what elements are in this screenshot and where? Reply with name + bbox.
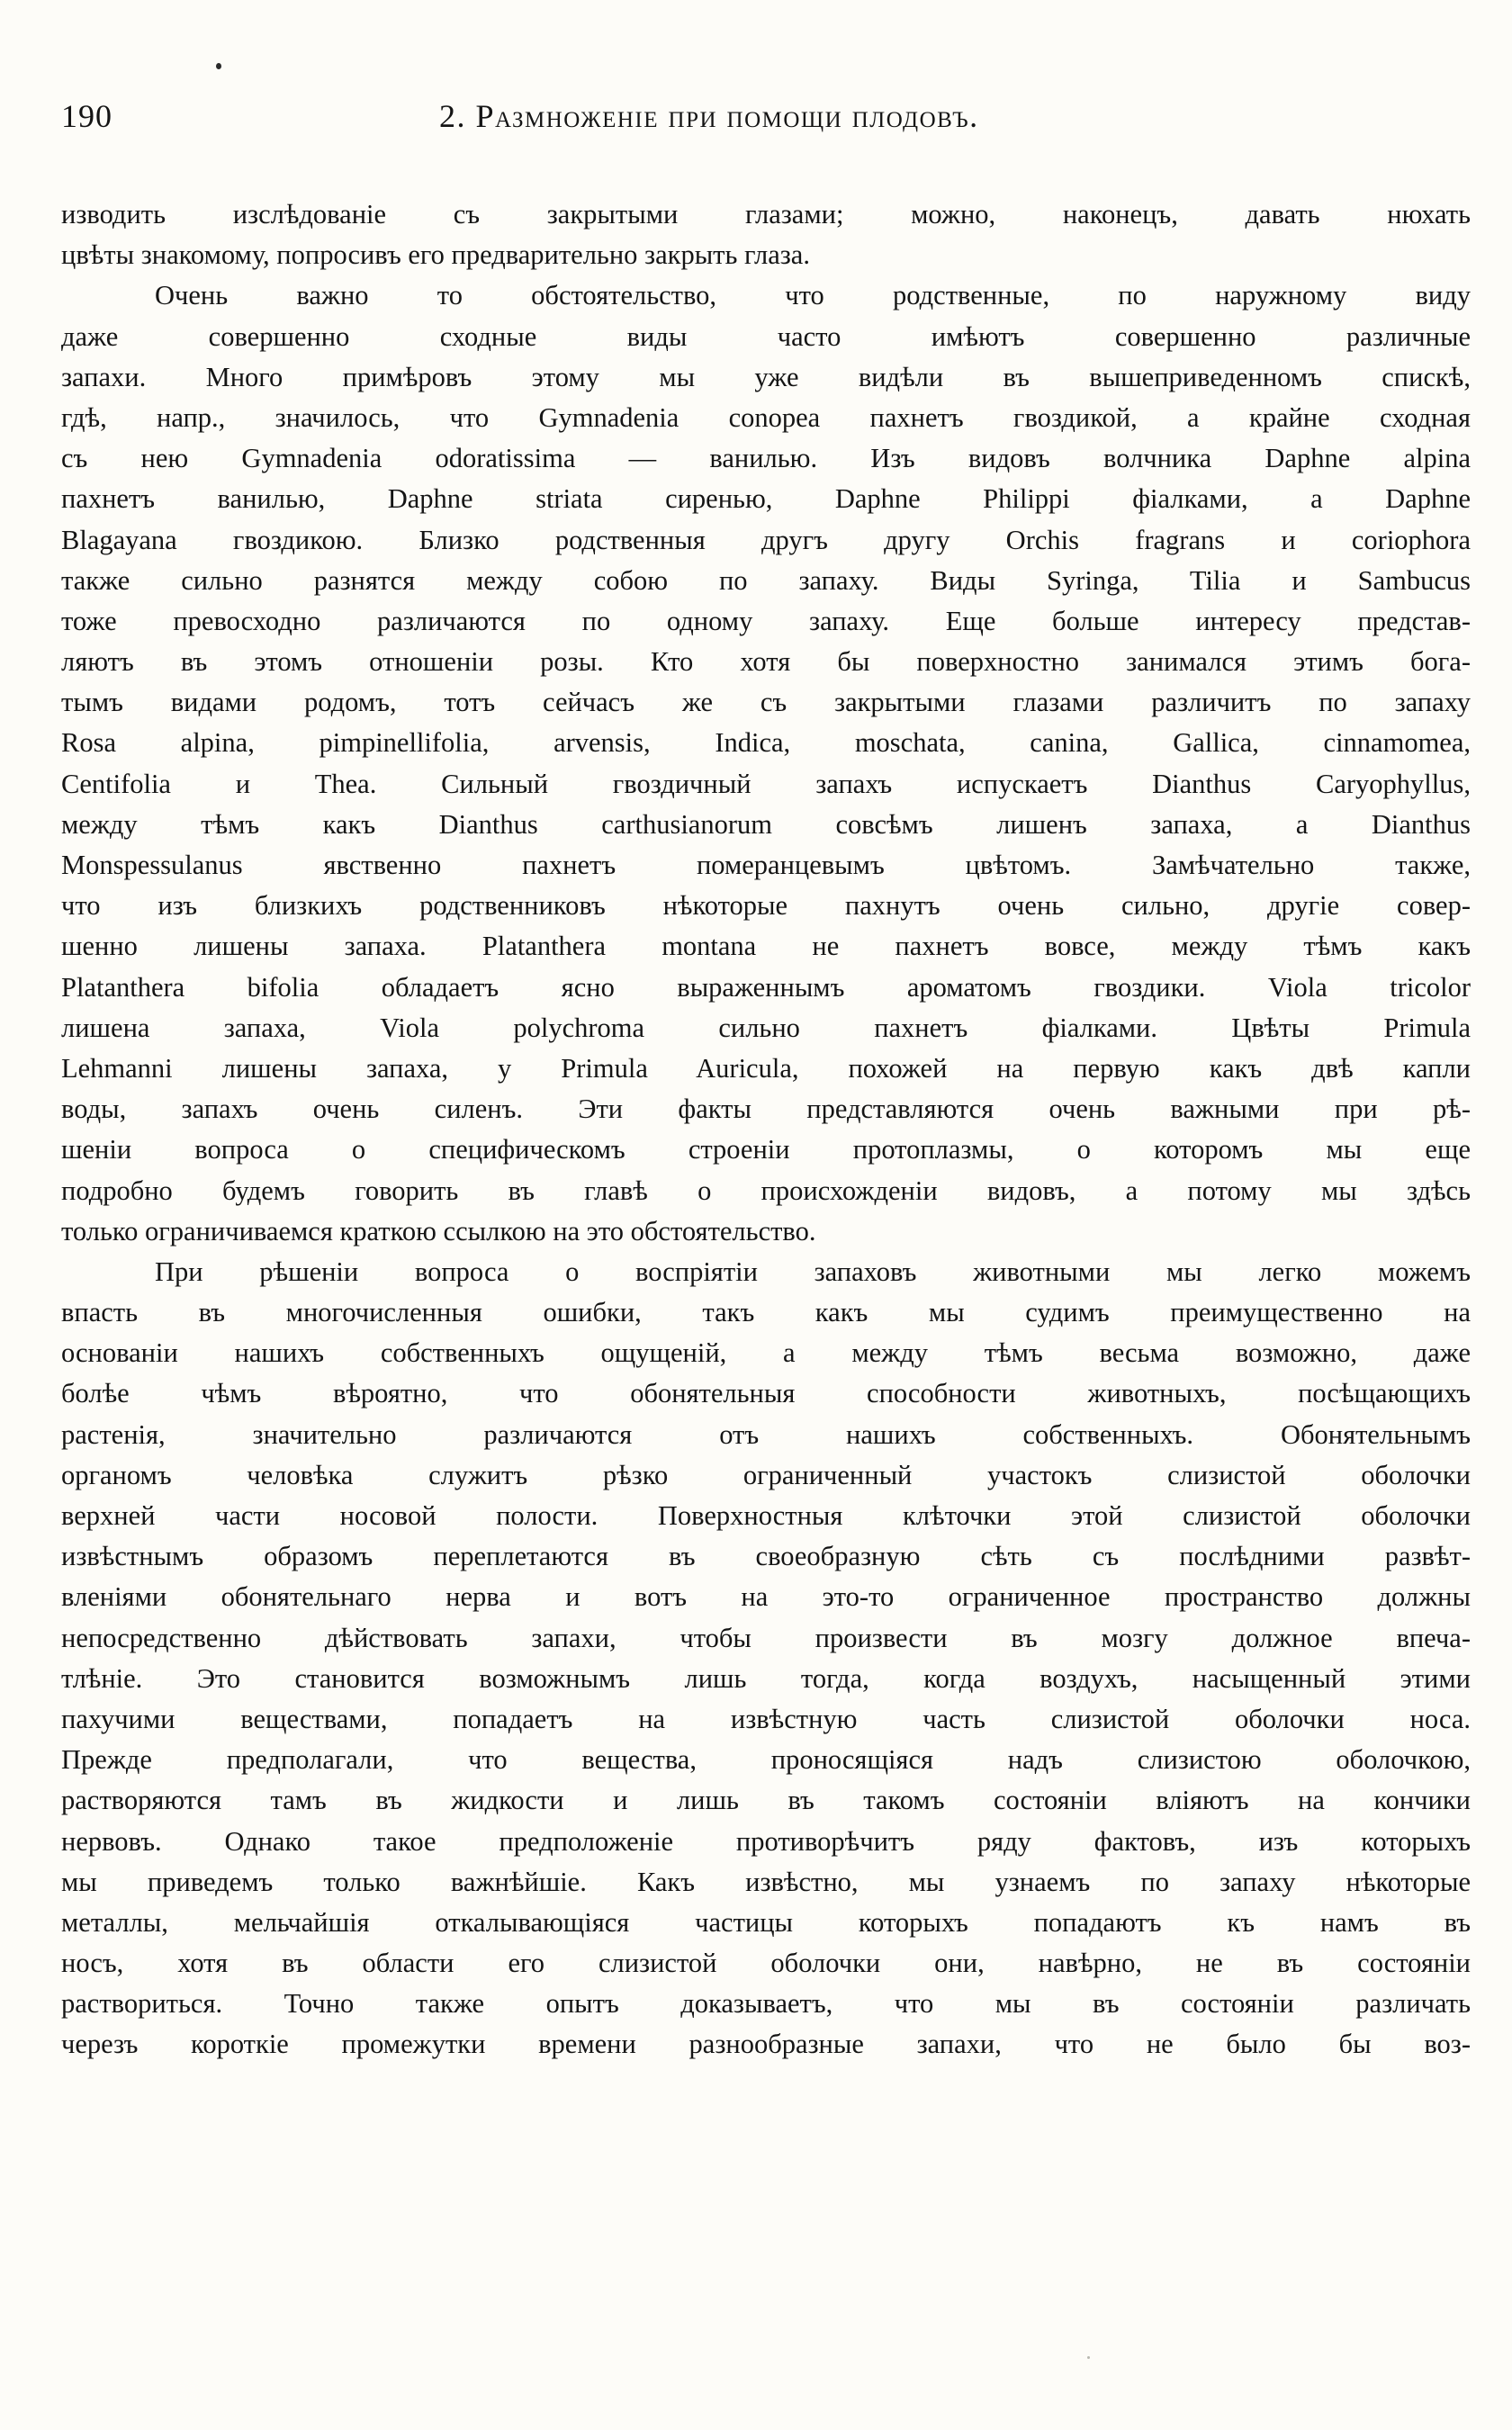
text-line: воды, запахъ очень силенъ. Эти факты представляются очень важными при рѣ-	[61, 1094, 1471, 1125]
text-line: Rosa alpina, pimpinellifolia, arvensis, Indica, moschata, canina, Gallica, cinnamomea,	[61, 727, 1471, 759]
paper-speck	[1087, 2356, 1090, 2359]
text-line: что изъ близкихъ родственниковъ нѣкоторые пахнутъ очень сильно, другіе совер-	[61, 890, 1471, 922]
text-line: При рѣшеніи вопроса о воспріятіи запаховъ животными мы легко можемъ	[155, 1256, 1471, 1287]
text-line: нервовъ. Однако такое предположеніе противорѣчитъ ряду фактовъ, изъ которыхъ	[61, 1825, 1471, 1857]
text-line: подробно будемъ говорить въ главѣ о происхожденіи видовъ, а потому мы здѣсь	[61, 1174, 1471, 1206]
text-line: Monspessulanus явственно пахнетъ померанцевымъ цвѣтомъ. Замѣчательно также,	[61, 850, 1471, 880]
page-header	[61, 97, 1471, 142]
text-line: Lehmanni лишены запаха, у Primula Auricula, похожей на первую какъ двѣ капли	[61, 1052, 1471, 1084]
text-line: пахнетъ ванилью, Daphne striata сиренью, Daphne Philippi фіалками, а Daphne	[61, 483, 1471, 515]
text-line: верхней части носовой полости. Поверхностныя клѣточки этой слизистой оболочки	[61, 1500, 1471, 1531]
text-line: изводить изслѣдованіе съ закрытыми глазами; можно, наконецъ, давать нюхать	[61, 199, 1471, 230]
text-line: между тѣмъ какъ Dianthus carthusianorum совсѣмъ лишенъ запаха, а Dianthus	[61, 808, 1471, 840]
text-line: запахи. Много примѣровъ этому мы уже видѣли въ вышеприведенномъ спискѣ,	[61, 361, 1471, 392]
text-line: тымъ видами родомъ, тотъ сейчасъ же съ закрытыми глазами различитъ по запаху	[61, 687, 1471, 718]
page-number: 190	[61, 98, 112, 134]
text-line: гдѣ, напр., значилось, что Gymnadenia conopea пахнетъ гвоздикой, а крайне сходная	[61, 401, 1471, 433]
text-line: мы приведемъ только важнѣйшіе. Какъ извѣстно, мы узнаемъ по запаху нѣкоторые	[61, 1866, 1471, 1897]
body-text	[61, 194, 1471, 2066]
text-line: Прежде предполагали, что вещества, проносящіяся надъ слизистою оболочкою,	[61, 1744, 1471, 1776]
running-title: 2. Размноженіе при помощи плодовъ.	[439, 98, 979, 134]
text-line: даже совершенно сходные виды часто имѣютъ совершенно различные	[61, 320, 1471, 352]
text-line: съ нею Gymnadenia odoratissima — ванилью. Изъ видовъ волчника Daphne alpina	[61, 443, 1471, 474]
text-line: болѣе чѣмъ вѣроятно, что обонятельныя способности животныхъ, посѣщающихъ	[61, 1378, 1471, 1409]
text-line: металлы, мельчайшія откалывающіяся частицы которыхъ попадаютъ къ намъ въ	[61, 1906, 1471, 1938]
text-line: тоже превосходно различаются по одному запаху. Еще больше интересу представ-	[61, 605, 1471, 636]
text-line: цвѣты знакомому, попросивъ его предварительно закрыть глаза.	[61, 239, 810, 271]
text-line: основаніи нашихъ собственныхъ ощущеній, а между тѣмъ весьма возможно, даже	[61, 1337, 1471, 1369]
book-page	[61, 0, 1471, 2430]
text-line: лишена запаха, Viola polychroma сильно пахнетъ фіалками. Цвѣты Primula	[61, 1012, 1471, 1043]
text-line: Очень важно то обстоятельство, что родственные, по наружному виду	[155, 280, 1471, 311]
text-line: шеніи вопроса о специфическомъ строеніи протоплазмы, о которомъ мы еще	[61, 1134, 1471, 1166]
text-line: шенно лишены запаха. Platanthera montana не пахнетъ вовсе, между тѣмъ какъ	[61, 931, 1471, 962]
text-line: носъ, хотя въ области его слизистой оболочки они, навѣрно, не въ состояніи	[61, 1948, 1471, 1979]
text-line: вленіями обонятельнаго нерва и вотъ на это-то ограниченное пространство должны	[61, 1581, 1471, 1613]
text-line: черезъ короткіе промежутки времени разнообразные запахи, что не было бы воз-	[61, 2029, 1471, 2060]
text-line: органомъ человѣка служитъ рѣзко ограниченный участокъ слизистой оболочки	[61, 1459, 1471, 1490]
ink-speck	[216, 63, 221, 69]
text-line: Blagayana гвоздикою. Близко родственныя другъ другу Orchis fragrans и coriophora	[61, 524, 1471, 555]
text-line: тлѣніе. Это становится возможнымъ лишь тогда, когда воздухъ, насыщенный этими	[61, 1662, 1471, 1694]
text-line: извѣстнымъ образомъ переплетаются въ своеобразную сѣть съ послѣдними развѣт-	[61, 1541, 1471, 1572]
text-line: также сильно разнятся между собою по запаху. Виды Syringa, Tilia и Sambucus	[61, 564, 1471, 596]
text-line: Centifolia и Thea. Сильный гвоздичный запахъ испускаетъ Dianthus Caryophyllus,	[61, 768, 1471, 799]
text-line: пахучими веществами, попадаетъ на извѣстную часть слизистой оболочки носа.	[61, 1703, 1471, 1734]
text-line: ляютъ въ этомъ отношеніи розы. Кто хотя бы поверхностно занимался этимъ бога-	[61, 646, 1471, 678]
text-line: Platanthera bifolia обладаетъ ясно выраженнымъ ароматомъ гвоздики. Viola tricolor	[61, 971, 1471, 1003]
text-line: растворяются тамъ въ жидкости и лишь въ такомъ состояніи вліяютъ на кончики	[61, 1785, 1471, 1816]
text-line: растенія, значительно различаются отъ нашихъ собственныхъ. Обонятельнымъ	[61, 1418, 1471, 1450]
text-line: только ограничиваемся краткою ссылкою на это обстоятельство.	[61, 1215, 816, 1246]
text-line: непосредственно дѣйствовать запахи, чтобы произвести въ мозгу должное впеча-	[61, 1622, 1471, 1653]
text-line: раствориться. Точно также опытъ доказываетъ, что мы въ состояніи различать	[61, 1988, 1471, 2020]
text-line: впасть въ многочисленныя ошибки, такъ какъ мы судимъ преимущественно на	[61, 1297, 1471, 1328]
